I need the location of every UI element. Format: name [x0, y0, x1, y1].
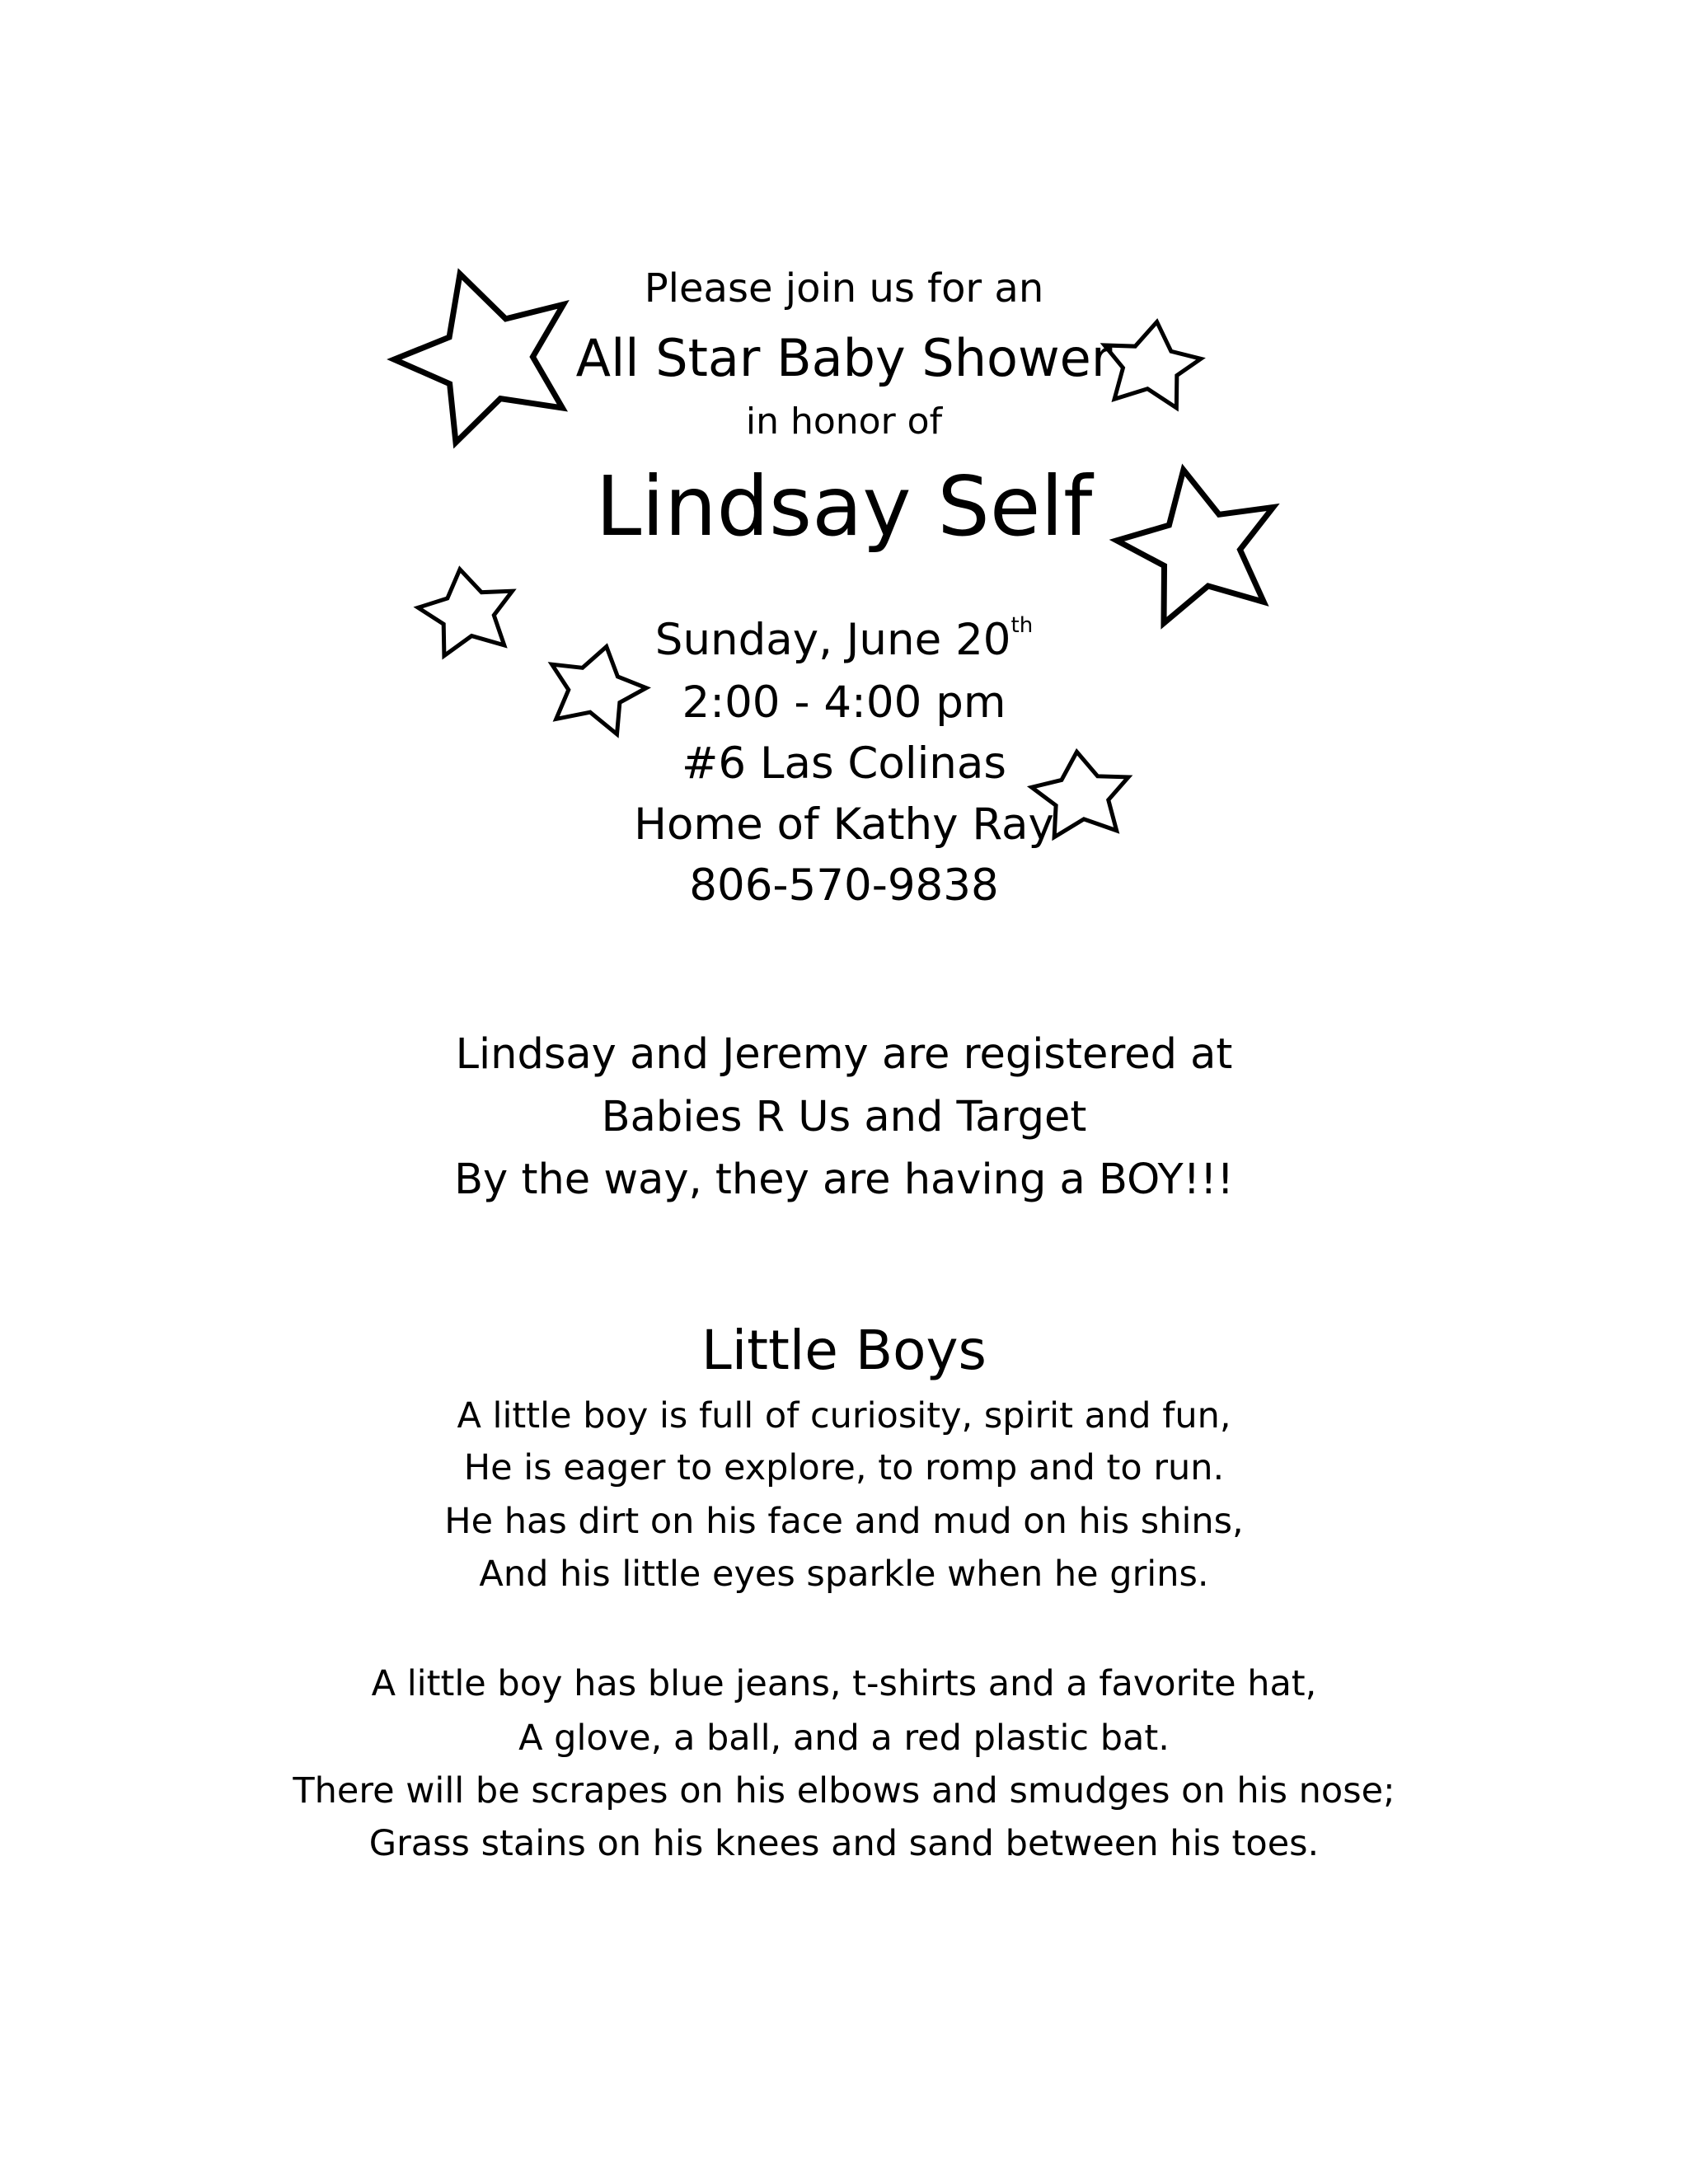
event-phone: 806-570-9838	[689, 860, 999, 911]
intro-text: Please join us for an	[644, 265, 1044, 312]
registry-stores: Babies R Us and Target	[601, 1093, 1087, 1141]
event-address: #6 Las Colinas	[681, 738, 1006, 789]
poem-line: And his little eyes sparkle when he grins.	[479, 1554, 1209, 1595]
date-ordinal-suffix: th	[1010, 613, 1034, 638]
event-host: Home of Kathy Ray	[634, 799, 1054, 850]
poem-line: Grass stains on his knees and sand between his toes.	[368, 1823, 1320, 1864]
poem-line: He is eager to explore, to romp and to run.	[463, 1447, 1225, 1488]
event-date-text: Sunday, June 20	[654, 615, 1011, 665]
poem-line: A glove, a ball, and a red plastic bat.	[518, 1718, 1170, 1759]
honoree-name: Lindsay Self	[595, 458, 1093, 555]
poem-line: A little boy has blue jeans, t-shirts and a favorite hat,	[371, 1663, 1317, 1704]
event-title: All Star Baby Shower	[575, 328, 1113, 388]
poem-line: He has dirt on his face and mud on his shins,	[444, 1501, 1244, 1542]
registry-line: Lindsay and Jeremy are registered at	[455, 1030, 1233, 1079]
poem-line: There will be scrapes on his elbows and smudges on his nose;	[293, 1770, 1395, 1811]
poem-title: Little Boys	[701, 1319, 987, 1382]
event-time: 2:00 - 4:00 pm	[682, 677, 1006, 728]
gender-announcement: By the way, they are having a BOY!!!	[454, 1155, 1234, 1204]
poem-line: A little boy is full of curiosity, spirit and fun,	[457, 1395, 1231, 1436]
honor-text: in honor of	[745, 401, 943, 443]
event-date	[0, 613, 1688, 665]
